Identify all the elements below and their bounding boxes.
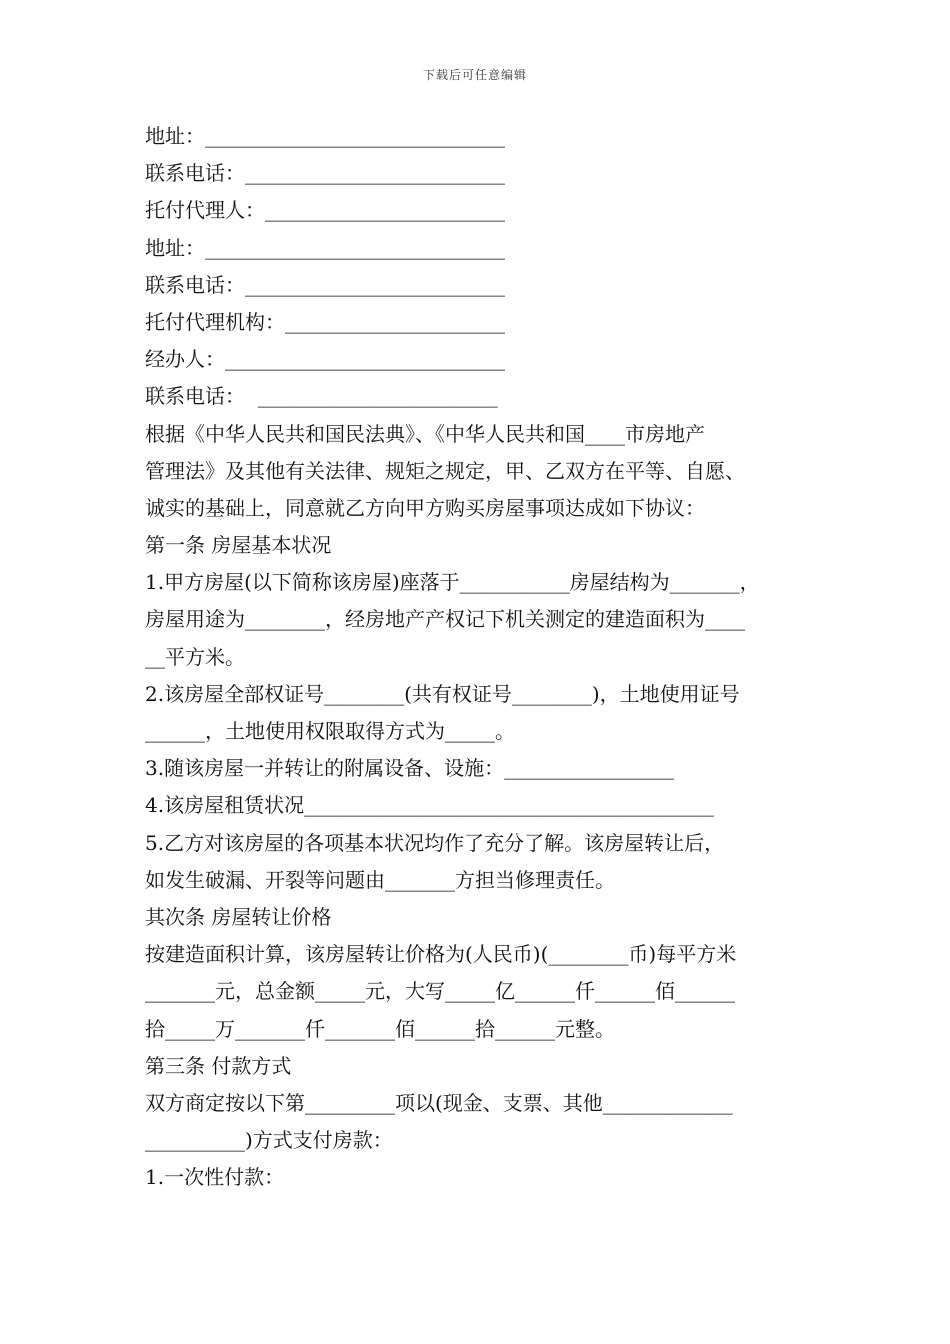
preamble-line-2: 管理法》及其他有关法律、规矩之规定，甲、乙双方在平等、自愿、 xyxy=(145,458,745,483)
address-line: 地址：______________________________ xyxy=(145,124,505,148)
clause-3-line: 3.随该房屋一并转让的附属设备、设施：_________________ xyxy=(145,756,675,781)
article-3-heading: 第三条 付款方式 xyxy=(145,1053,292,1078)
price-line-1: 按建造面积计算，该房屋转让价格为(人民币)(________币)每平方米 xyxy=(145,942,737,967)
article-2-heading: 其次条 房屋转让价格 xyxy=(145,904,332,929)
agent-line: 托付代理人：________________________ xyxy=(145,198,505,223)
payment-option-1: 1.一次性付款： xyxy=(145,1165,285,1190)
clause-5-line-2: 如发生破漏、开裂等问题由_______方担当修理责任。 xyxy=(145,867,615,892)
handler-phone-line: 联系电话： ________________________ xyxy=(145,384,498,409)
article-1-heading: 第一条 房屋基本状况 xyxy=(145,533,332,558)
payment-line-1: 双方商定按以下第_________项以(现金、支票、其他_____________ xyxy=(145,1090,733,1115)
clause-2-line-2: ______，土地使用权限取得方式为_____。 xyxy=(145,719,515,743)
clause-1-line-2: 房屋用途为________，经房地产产权记下机关测定的建造面积为____ xyxy=(145,607,745,632)
clause-5-line-1: 5.乙方对该房屋的各项基本状况均作了充分了解。该房屋转让后， xyxy=(145,830,725,855)
handler-line: 经办人：____________________________ xyxy=(145,347,505,372)
preamble-line-3: 诚实的基础上，同意就乙方向甲方购买房屋事项达成如下协议： xyxy=(145,495,705,520)
clause-1-line-3: __平方米。 xyxy=(145,644,245,669)
page-header: 下载后可任意编辑 xyxy=(422,68,527,82)
price-line-3: 拾_____万_______仟_______佰______拾______元整。 xyxy=(145,1016,615,1041)
payment-line-2: __________)方式支付房款： xyxy=(145,1128,393,1153)
preamble-line-1: 根据《中华人民共和国民法典》、《中华人民共和国____市房地产 xyxy=(145,421,705,446)
clause-1-line-1: 1.甲方房屋(以下简称该房屋)座落于___________房屋结构为_______， xyxy=(145,570,760,595)
phone-line: 联系电话：__________________________ xyxy=(145,161,505,186)
agent-address-line: 地址：______________________________ xyxy=(145,235,505,260)
price-line-2: _______元，总金额_____元，大写_____亿______仟______佰______ xyxy=(145,979,735,1004)
clause-2-line-1: 2.该房屋全部权证号________(共有权证号________)，土地使用证号 xyxy=(145,681,740,706)
clause-4-line: 4.该房屋租赁状况_________________________________________ xyxy=(145,793,715,818)
agency-line: 托付代理机构：______________________ xyxy=(145,309,505,334)
agent-phone-line: 联系电话：__________________________ xyxy=(145,272,505,297)
document-body xyxy=(145,118,825,1196)
